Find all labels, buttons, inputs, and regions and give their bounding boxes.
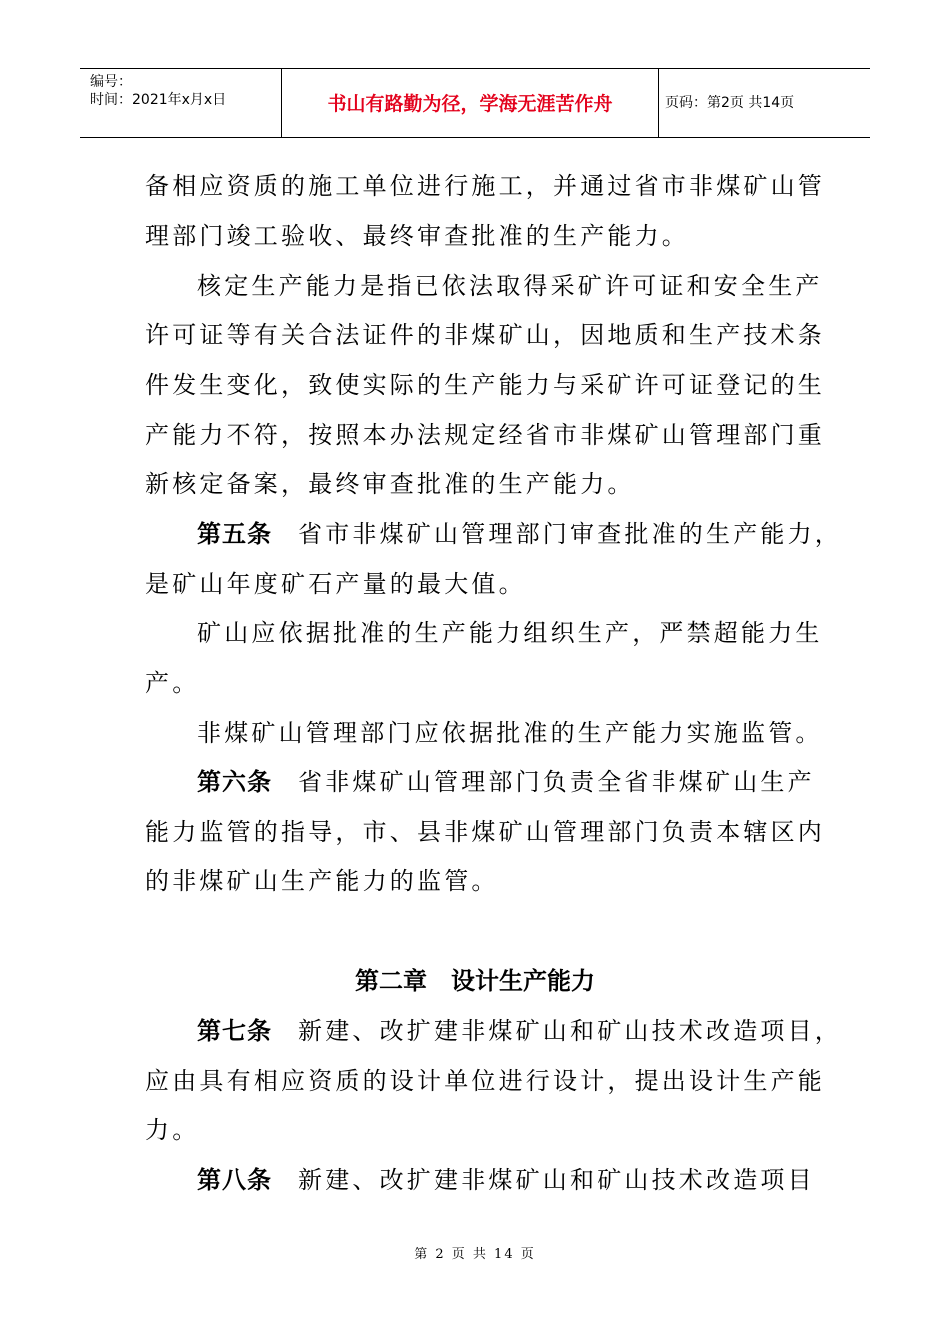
chapter-number: 第二章 xyxy=(355,967,427,995)
body-line: 应由具有相应资质的设计单位进行设计，提出设计生产能 xyxy=(145,1067,825,1095)
article-6-text: 省非煤矿山管理部门负责全省非煤矿山生产 xyxy=(298,768,815,796)
body-line: 能力监管的指导，市、县非煤矿山管理部门负责本辖区内 xyxy=(145,818,825,846)
chapter-heading xyxy=(0,966,950,996)
body-line: 的非煤矿山生产能力的监管。 xyxy=(145,867,499,895)
article-6 xyxy=(197,767,877,797)
article-6-title: 第六条 xyxy=(197,768,272,796)
body-line: 核定生产能力是指已依法取得采矿许可证和安全生产 xyxy=(197,272,823,300)
header-page-cell xyxy=(659,69,870,137)
article-7 xyxy=(197,1016,877,1046)
article-5 xyxy=(197,519,877,549)
header-motto: 书山有路勤为径，学海无涯苦作舟 xyxy=(327,93,613,115)
header-meta-cell xyxy=(80,69,282,137)
body-line: 矿山应依据批准的生产能力组织生产，严禁超能力生 xyxy=(197,619,823,647)
document-time-label: 时间：2021年x月x日 xyxy=(90,92,227,108)
article-7-text: 新建、改扩建非煤矿山和矿山技术改造项目， xyxy=(298,1017,842,1045)
page-footer: 第 2 页 共 14 页 xyxy=(414,1247,536,1262)
body-line: 新核定备案，最终审查批准的生产能力。 xyxy=(145,470,635,498)
body-line: 产能力不符，按照本办法规定经省市非煤矿山管理部门重 xyxy=(145,421,825,449)
body-line: 产。 xyxy=(145,669,200,697)
article-8 xyxy=(197,1165,877,1195)
body-line: 是矿山年度矿石产量的最大值。 xyxy=(145,570,526,598)
body-line: 理部门竣工验收、最终审查批准的生产能力。 xyxy=(145,222,689,250)
article-5-text: 省市非煤矿山管理部门审查批准的生产能力， xyxy=(298,520,842,548)
body-line: 力。 xyxy=(145,1116,200,1144)
body-line: 非煤矿山管理部门应依据批准的生产能力实施监管。 xyxy=(197,719,823,747)
header-motto-cell xyxy=(282,69,659,137)
body-line: 件发生变化，致使实际的生产能力与采矿许可证登记的生 xyxy=(145,371,825,399)
document-number-label: 编号： xyxy=(90,74,132,90)
article-7-title: 第七条 xyxy=(197,1017,272,1045)
article-8-title: 第八条 xyxy=(197,1166,272,1194)
body-line: 备相应资质的施工单位进行施工，并通过省市非煤矿山管 xyxy=(145,172,825,200)
page-header xyxy=(80,68,870,138)
article-8-text: 新建、改扩建非煤矿山和矿山技术改造项目 xyxy=(298,1166,815,1194)
body-line: 许可证等有关合法证件的非煤矿山，因地质和生产技术条 xyxy=(145,321,825,349)
chapter-title: 设计生产能力 xyxy=(451,967,595,995)
article-5-title: 第五条 xyxy=(197,520,272,548)
header-page-number: 页码：第2页 共14页 xyxy=(665,95,795,111)
